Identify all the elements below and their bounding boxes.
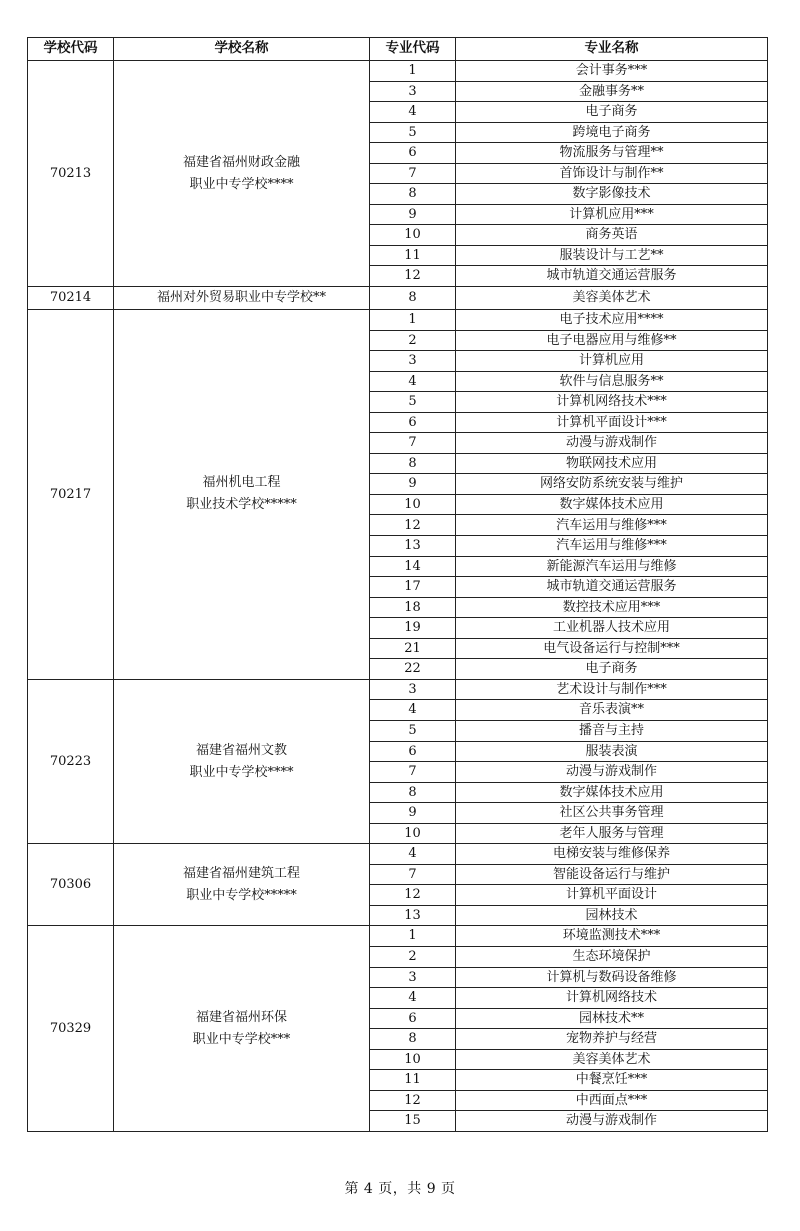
school-name-line: 职业中专学校*****: [186, 887, 297, 903]
major-name-cell: 生态环境保护: [456, 946, 768, 967]
major-name-cell: 计算机应用: [456, 351, 768, 372]
major-code-cell: 10: [370, 823, 456, 844]
major-code-cell: 5: [370, 720, 456, 741]
major-name-cell: 计算机平面设计: [456, 885, 768, 906]
major-code-cell: 4: [370, 102, 456, 123]
major-name-cell: 电梯安装与维修保养: [456, 844, 768, 865]
major-name-cell: 商务英语: [456, 225, 768, 246]
major-code-cell: 18: [370, 597, 456, 618]
major-name-cell: 电子技术应用****: [456, 310, 768, 331]
major-name-cell: 艺术设计与制作***: [456, 679, 768, 700]
school-name-cell: [114, 679, 370, 843]
school-name-cell: [114, 61, 370, 287]
major-name-cell: 音乐表演**: [456, 700, 768, 721]
major-name-cell: 电子商务: [456, 102, 768, 123]
major-code-cell: 6: [370, 143, 456, 164]
table-row: [28, 310, 768, 331]
major-name-cell: 电气设备运行与控制***: [456, 638, 768, 659]
page-footer: 第 4 页，共 9 页: [344, 1181, 456, 1197]
major-name-cell: 园林技术**: [456, 1008, 768, 1029]
school-name-line: 福建省福州文教: [195, 742, 287, 758]
major-code-cell: 6: [370, 412, 456, 433]
major-name-cell: 中西面点***: [456, 1090, 768, 1111]
header-major-name: 专业名称: [456, 38, 768, 61]
major-name-cell: 汽车运用与维修***: [456, 515, 768, 536]
major-name-cell: 汽车运用与维修***: [456, 536, 768, 557]
table-row: [28, 61, 768, 82]
major-code-cell: 8: [370, 287, 456, 310]
major-name-cell: 电子电器应用与维修**: [456, 330, 768, 351]
major-name-cell: 电子商务: [456, 659, 768, 680]
school-code-cell: 70213: [28, 61, 114, 287]
major-name-cell: 软件与信息服务**: [456, 371, 768, 392]
major-code-cell: 4: [370, 700, 456, 721]
major-name-cell: 动漫与游戏制作: [456, 1111, 768, 1132]
major-code-cell: 13: [370, 536, 456, 557]
school-name-cell: [114, 310, 370, 680]
major-name-cell: 新能源汽车运用与维修: [456, 556, 768, 577]
school-name-line: 福建省福州财政金融: [182, 154, 300, 170]
table-row: [28, 926, 768, 947]
table-row: [28, 679, 768, 700]
school-name-cell: [114, 844, 370, 926]
major-name-cell: 计算机平面设计***: [456, 412, 768, 433]
major-code-cell: 7: [370, 864, 456, 885]
major-code-cell: 1: [370, 61, 456, 82]
major-name-cell: 服装表演: [456, 741, 768, 762]
major-code-cell: 2: [370, 330, 456, 351]
major-code-cell: 19: [370, 618, 456, 639]
major-code-cell: 8: [370, 184, 456, 205]
major-code-cell: 8: [370, 453, 456, 474]
major-name-cell: 首饰设计与制作**: [456, 163, 768, 184]
school-name-cell: [114, 926, 370, 1131]
major-name-cell: 计算机应用***: [456, 204, 768, 225]
major-code-cell: 5: [370, 392, 456, 413]
major-code-cell: 6: [370, 1008, 456, 1029]
major-name-cell: 环境监测技术***: [456, 926, 768, 947]
major-code-cell: 14: [370, 556, 456, 577]
school-name-line: 福州对外贸易职业中专学校**: [156, 290, 326, 306]
school-name-line: 福建省福州环保: [195, 1009, 287, 1025]
major-code-cell: 7: [370, 433, 456, 454]
major-code-cell: 1: [370, 310, 456, 331]
school-code-cell: 70329: [28, 926, 114, 1131]
major-code-cell: 3: [370, 967, 456, 988]
school-code-cell: 70214: [28, 287, 114, 310]
major-code-cell: 12: [370, 1090, 456, 1111]
major-code-cell: 3: [370, 679, 456, 700]
major-code-cell: 12: [370, 266, 456, 287]
school-name-line: 职业技术学校*****: [186, 497, 297, 513]
major-name-cell: 数字影像技术: [456, 184, 768, 205]
table-row: [28, 844, 768, 865]
major-name-cell: 播音与主持: [456, 720, 768, 741]
major-name-cell: 宠物养护与经营: [456, 1029, 768, 1050]
major-name-cell: 数字媒体技术应用: [456, 782, 768, 803]
major-code-cell: 4: [370, 371, 456, 392]
school-code-cell: 70223: [28, 679, 114, 843]
header-school-code: 学校代码: [28, 38, 114, 61]
major-code-cell: 4: [370, 988, 456, 1009]
major-name-cell: 计算机网络技术: [456, 988, 768, 1009]
major-code-cell: 13: [370, 905, 456, 926]
major-name-cell: 数字媒体技术应用: [456, 494, 768, 515]
school-code-cell: 70217: [28, 310, 114, 680]
school-name-line: 福建省福州建筑工程: [182, 865, 300, 881]
table-header-row: [28, 38, 768, 61]
table-body: [28, 61, 768, 1132]
major-code-cell: 9: [370, 803, 456, 824]
major-code-cell: 9: [370, 474, 456, 495]
major-code-cell: 5: [370, 122, 456, 143]
major-name-cell: 物流服务与管理**: [456, 143, 768, 164]
major-name-cell: 金融事务**: [456, 81, 768, 102]
major-name-cell: 会计事务***: [456, 61, 768, 82]
major-name-cell: 跨境电子商务: [456, 122, 768, 143]
major-name-cell: 动漫与游戏制作: [456, 433, 768, 454]
major-name-cell: 社区公共事务管理: [456, 803, 768, 824]
major-name-cell: 数控技术应用***: [456, 597, 768, 618]
major-code-cell: 9: [370, 204, 456, 225]
major-code-cell: 1: [370, 926, 456, 947]
major-code-cell: 10: [370, 494, 456, 515]
school-name-line: 职业中专学校****: [189, 176, 294, 192]
major-name-cell: 城市轨道交通运营服务: [456, 266, 768, 287]
major-code-cell: 7: [370, 762, 456, 783]
major-code-cell: 3: [370, 351, 456, 372]
major-name-cell: 计算机与数码设备维修: [456, 967, 768, 988]
major-code-cell: 8: [370, 782, 456, 803]
major-code-cell: 12: [370, 515, 456, 536]
major-code-cell: 12: [370, 885, 456, 906]
school-name-cell: [114, 287, 370, 310]
school-name-line: 福州机电工程: [202, 475, 281, 491]
table-row: [28, 287, 768, 310]
major-code-cell: 21: [370, 638, 456, 659]
major-code-cell: 6: [370, 741, 456, 762]
major-code-cell: 10: [370, 1049, 456, 1070]
major-code-cell: 11: [370, 1070, 456, 1091]
header-major-code: 专业代码: [370, 38, 456, 61]
major-name-cell: 美容美体艺术: [456, 1049, 768, 1070]
school-name-line: 职业中专学校***: [192, 1031, 291, 1047]
major-code-cell: 10: [370, 225, 456, 246]
major-code-cell: 2: [370, 946, 456, 967]
header-school-name: 学校名称: [114, 38, 370, 61]
major-name-cell: 园林技术: [456, 905, 768, 926]
major-name-cell: 工业机器人技术应用: [456, 618, 768, 639]
major-name-cell: 美容美体艺术: [456, 287, 768, 310]
major-code-cell: 17: [370, 577, 456, 598]
major-code-cell: 7: [370, 163, 456, 184]
school-name-line: 职业中专学校****: [189, 764, 294, 780]
major-name-cell: 动漫与游戏制作: [456, 762, 768, 783]
major-name-cell: 老年人服务与管理: [456, 823, 768, 844]
major-code-cell: 8: [370, 1029, 456, 1050]
school-code-cell: 70306: [28, 844, 114, 926]
major-name-cell: 服装设计与工艺**: [456, 245, 768, 266]
major-name-cell: 网络安防系统安装与维护: [456, 474, 768, 495]
major-name-cell: 中餐烹饪***: [456, 1070, 768, 1091]
major-name-cell: 智能设备运行与维护: [456, 864, 768, 885]
major-name-cell: 计算机网络技术***: [456, 392, 768, 413]
major-code-cell: 22: [370, 659, 456, 680]
major-code-cell: 15: [370, 1111, 456, 1132]
major-name-cell: 城市轨道交通运营服务: [456, 577, 768, 598]
major-code-cell: 3: [370, 81, 456, 102]
school-major-table: [27, 37, 768, 1132]
major-code-cell: 4: [370, 844, 456, 865]
major-name-cell: 物联网技术应用: [456, 453, 768, 474]
major-code-cell: 11: [370, 245, 456, 266]
